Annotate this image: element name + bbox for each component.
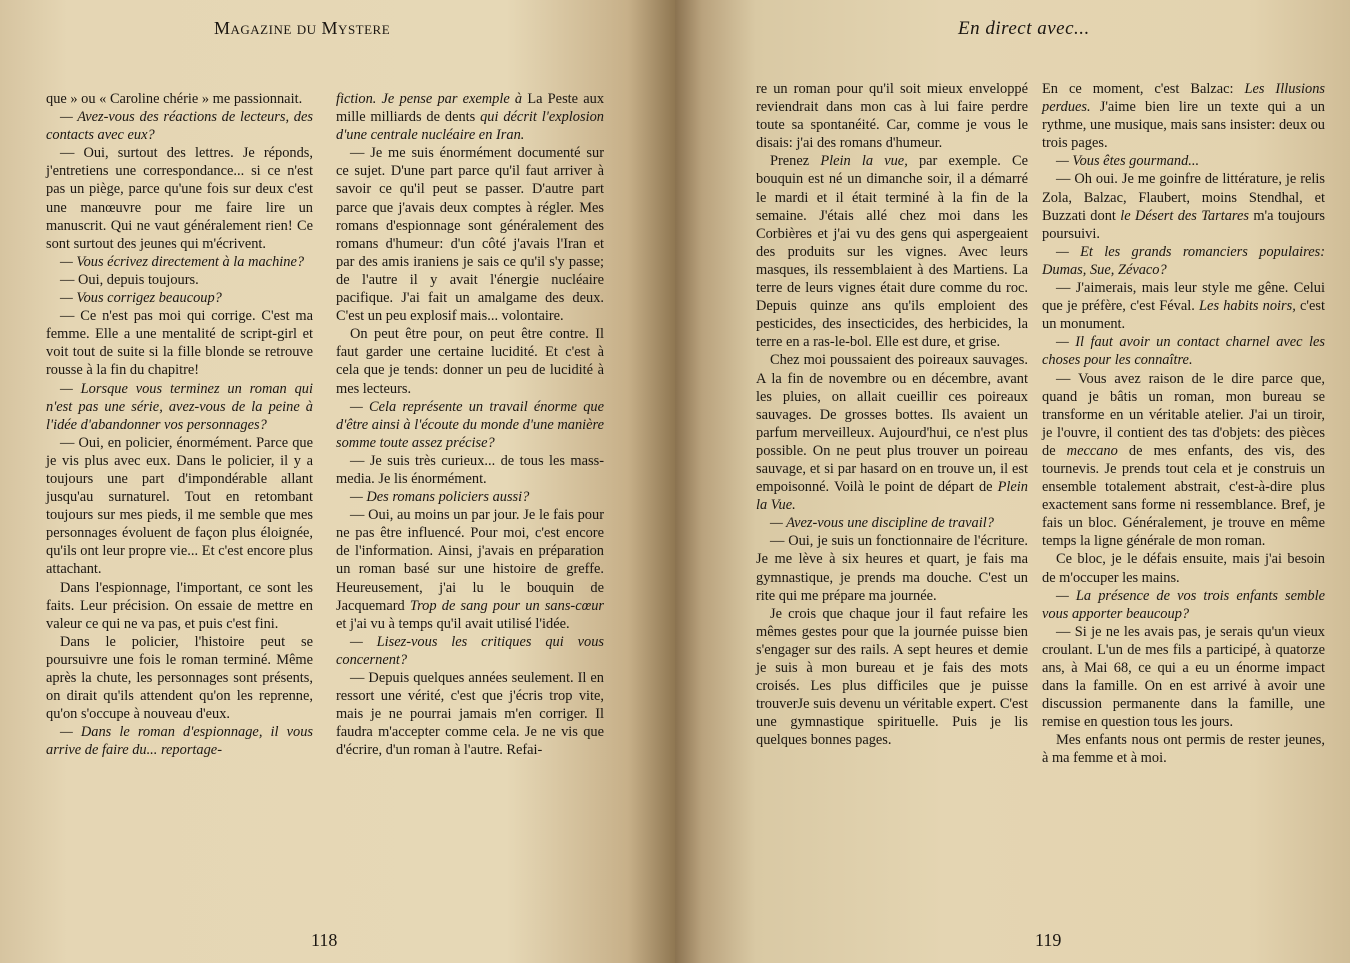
paragraph: — Oh oui. Je me goinfre de littérature, je relis Zola, Balzac, Flaubert, moins Stendhal, et Buzzati dont le Désert des Tartares m'a toujours poursuivi.: [1042, 171, 1326, 242]
paragraph: En ce moment, c'est Balzac: Les Illusions perdues. J'aime bien lire un texte qui a un rythme, une musique, mais sans insister: deux ou trois pages.: [1042, 81, 1325, 152]
paragraph: — Oui, au moins un par jour. Je le fais pour ne pas être influencé. Pour moi, c'est encore de l'information. Ainsi, j'avais en préparation un roman basé sur une histoire de greffe. Heureusement, j'ai lu le bouquin de Jacquemard Trop de sang pour un sans-cœur et j'ai vu à temps qu'il avait utilisé l'idée.: [336, 507, 604, 632]
running-head-left: Magazine du Mystere: [214, 18, 391, 38]
page-number-left: 118: [311, 930, 338, 950]
paragraph: fiction. Je pense par exemple à La Peste aux mille milliards de dents qui décrit l'explosion d'une centrale nucléaire en Iran.: [336, 91, 605, 144]
paragraph: — Avez-vous des réactions de lecteurs, des contacts avec eux?: [46, 109, 313, 144]
paragraph: — Oui, en policier, énormément. Parce que je vis plus avec eux. Dans le policier, il y a toujours une part d'impondérable allant jusqu'au surnaturel. Tout en retombant toujours sur mes pieds, il me semble que mes personnages évoluent de façon plus éloignée, qu'ils ont leur propre vie... Et c'est encore plus attachant.: [46, 434, 313, 578]
paragraph: Chez moi poussaient des poireaux sauvages. A la fin de novembre ou en décembre, avant les pluies, on allait cueillir ces poireaux sauvages. De grosses bottes. Ils avaient un parfum merveilleux. Aujourd'hui, ce n'est plus possible. On ne peut plus trouver un poireau sauvage, et si par hasard on en trouve un, il est empoisonné. Voilà le point de départ de Plein la Vue.: [756, 352, 1028, 514]
left-column-1: [46, 90, 313, 759]
paragraph: — Vous êtes gourmand...: [1056, 153, 1200, 170]
running-head-right: En direct avec...: [958, 18, 1090, 39]
right-column-2: [1042, 80, 1325, 768]
paragraph: — Je me suis énormément documenté sur ce sujet. D'une part parce qu'il faut arriver à savoir ce qu'il peut se passer. D'autre part parce que j'avais deux comptes à régler. Mes romans d'espionnage sont généralement des romans d'humeur: d'un côté j'avais l'Iran et par des amis iraniens je sais ce qu'il s'y passe; de l'autre il y avait l'énergie nucléaire pacifique. J'ai fait un amalgame des deux. C'est un peu explosif mais... volontaire.: [336, 145, 604, 325]
paragraph: — Vous corrigez beaucoup?: [60, 290, 222, 307]
paragraph: — Des romans policiers aussi?: [350, 489, 530, 506]
paragraph: Ce bloc, je le défais ensuite, mais j'ai besoin de m'occuper les mains.: [1042, 551, 1325, 586]
paragraph: — La présence de vos trois enfants semble vous apporter beaucoup?: [1042, 587, 1325, 622]
paragraph: Dans le policier, l'histoire peut se poursuivre une fois le roman terminé. Même après la chute, les personnages sont présents, on dirait qu'ils attendent qu'on les reprenne, qu'on s'occupe à nouveau d'eux.: [46, 633, 313, 723]
paragraph: On peut être pour, on peut être contre. Il faut garder une certaine lucidité. Et c'est à cela que je tends: donner un peu de lucidité à mes lecteurs.: [336, 326, 604, 397]
paragraph: Mes enfants nous ont permis de rester jeunes, à ma femme et à moi.: [1042, 732, 1325, 767]
paragraph: — Je suis très curieux... de tous les mass-media. Je lis énormément.: [336, 452, 604, 487]
paragraph: — Il faut avoir un contact charnel avec les choses pour les connaître.: [1042, 334, 1325, 369]
paragraph: — Avez-vous une discipline de travail?: [770, 515, 994, 532]
right-page: [675, 0, 1350, 963]
paragraph: — Lisez-vous les critiques qui vous concernent?: [336, 633, 604, 668]
paragraph: — Lorsque vous terminez un roman qui n'est pas une série, avez-vous de la peine à l'idée d'abandonner vos personnages?: [46, 380, 313, 433]
paragraph: — Si je ne les avais pas, je serais qu'un vieux croulant. L'un de mes fils a participé, à quatorze ans, à Mai 68, ce qui a eu un énorme impact dans la famille. On en est arrivé à avoir une discussion permanente dans la famille, une remise en question tous les jours.: [1042, 623, 1325, 731]
paragraph: re un roman pour qu'il soit mieux enveloppé reviendrait dans mon cas à lui faire perdre toute sa spontanéité. Car, comme je vous le disais: j'ai des romans d'humeur.: [756, 81, 1028, 152]
page-number-right: 119: [1035, 930, 1062, 950]
paragraph: — Vous avez raison de le dire parce que, quand je bâtis un roman, mon bureau se transforme en un véritable atelier. J'ai un tiroir, je l'ouvre, il contient des tas d'objets: des pièces de meccano de mes enfants, des vis, des tournevis. Je prends tout cela et je construis un ensemble totalement abstrait, c'est-à-dire plus exactement sans forme ni ressemblance. Bref, je fais un bloc. Généralement, je trouve en même temps la ligne générale de mon roman.: [1042, 370, 1325, 550]
paragraph: — Oui, depuis toujours.: [60, 271, 199, 288]
paragraph: — Depuis quelques années seulement. Il en ressort une vérité, c'est que j'écris trop vite, mais je ne pourrai jamais m'en corriger. Il faudra m'accepter comme cela. Je ne vis que d'écrire, d'un roman à l'autre. Refai-: [336, 670, 604, 759]
paragraph: — Cela représente un travail énorme que d'être ainsi à l'écoute du monde d'une manière somme toute assez précise?: [336, 398, 604, 451]
paragraph: — Ce n'est pas moi qui corrige. C'est ma femme. Elle a une mentalité de script-girl et voit tout de suite si la fille blonde se retrouve rousse à la fin du chapitre!: [46, 308, 313, 379]
paragraph: — Et les grands romanciers populaires: Dumas, Sue, Zévaco?: [1042, 243, 1325, 278]
paragraph: Dans l'espionnage, l'important, ce sont les faits. Leur précision. On essaie de mettre en valeur ce qui ne va pas, et puis c'est fini.: [46, 579, 313, 632]
paragraph: — Oui, surtout des lettres. Je réponds, j'entretiens une correspondance... si ce n'est pas un piège, parce qu'une fois sur deux c'est une manœuvre pour me faire lire un manuscrit. Qui ne vaut généralement rien! Ce sont surtout des jeunes qui m'écrivent.: [46, 145, 313, 252]
right-column-1: [756, 80, 1028, 749]
paragraph: que » ou « Caroline chérie » me passionnait.: [46, 91, 303, 107]
paragraph: — Oui, je suis un fonctionnaire de l'écriture. Je me lève à six heures et quart, je fais ma gymnastique, je prends ma douche. C'est un rite qui me prépare ma journée.: [756, 533, 1028, 604]
paragraph: — Dans le roman d'espionnage, il vous arrive de faire du... reportage-: [46, 724, 313, 759]
paragraph: — J'aimerais, mais leur style me gêne. Celui que je préfère, c'est Féval. Les habits noirs, c'est un monument.: [1042, 280, 1325, 333]
paragraph: — Vous écrivez directement à la machine?: [60, 253, 305, 270]
left-column-2: [336, 90, 604, 759]
paragraph: Prenez Plein la vue, par exemple. Ce bouquin est né un dimanche soir, il a démarré le mardi et il était terminé à la fin de la semaine. J'étais allé chez moi dans les Corbières et j'ai vu des gens qui aspergeaient des produits sur les vignes. Avec leurs masques, ils ressemblaient à des Martiens. La terre de leurs vignes était dure comme du roc. Depuis quinze ans qu'ils emploient des pesticides, des insecticides, des herbicides, la terre en a ras-le-bol. Elle est dure, et grise.: [756, 153, 1028, 351]
paragraph: Je crois que chaque jour il faut refaire les mêmes gestes pour que la journée puisse bien s'engager sur des rails. A sept heures et demie je suis à mon bureau et je fais des mots croisés. Les plus difficiles que je puisse trouverJe suis devenu un véritable expert. C'est une gymnastique spirituelle. Puis je lis quelques bonnes pages.: [756, 605, 1028, 749]
